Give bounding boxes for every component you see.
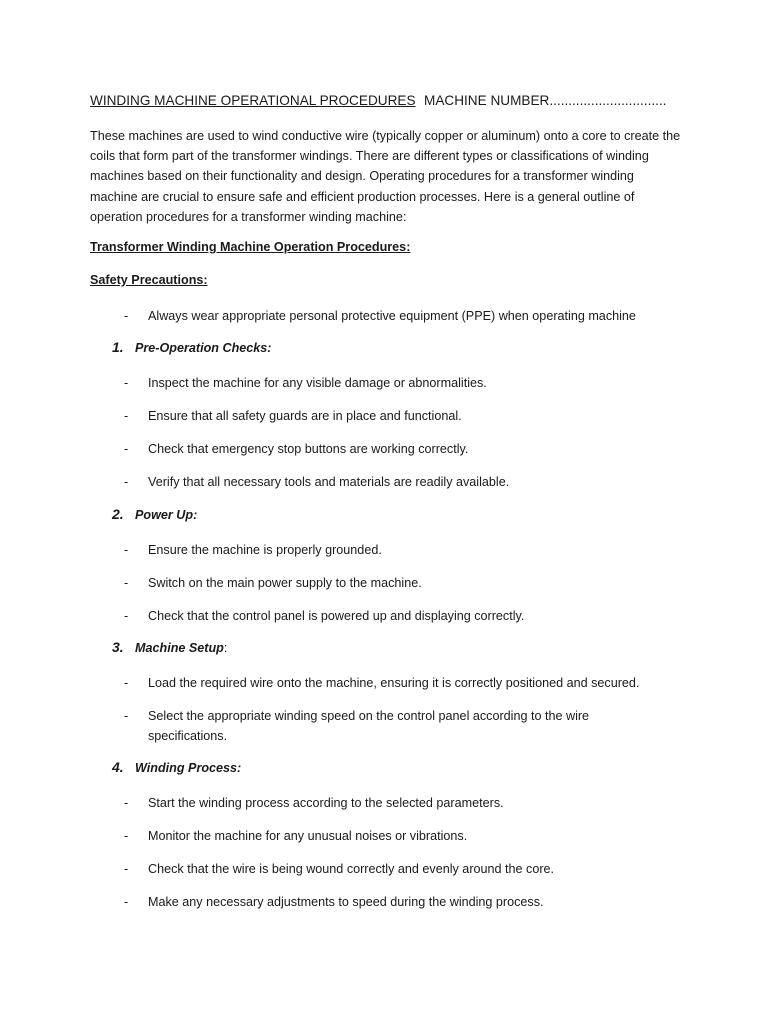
list-item-text: Check that the wire is being wound correctly and evenly around the core. [148, 862, 555, 876]
bullet-dash: - [124, 609, 129, 623]
bullet-dash: - [124, 475, 129, 489]
step-title: Power Up: [135, 508, 198, 522]
list-item-text: Check that the control panel is powered up and displaying correctly. [148, 609, 525, 623]
list-item-text: Make any necessary adjustments to speed during the winding process. [148, 895, 544, 909]
bullet-dash: - [124, 576, 129, 590]
section-heading: Transformer Winding Machine Operation Procedures: [90, 240, 411, 254]
step-title: Pre-Operation Checks: [135, 341, 272, 355]
step-title-suffix: : [223, 641, 228, 655]
bullet-dash: - [124, 676, 129, 690]
step-number: 2. [112, 506, 124, 522]
intro-paragraph: These machines are used to wind conductive wire (typically copper or aluminum) onto a core to create the coils that form part of the transformer windings. There are different types or classifications of winding machines based on their functionality and design. Operating procedures for a transformer winding machine are crucial to ensure safe and efficient production processes. Here is a general outline of operation procedures for a transformer winding machine: [90, 129, 681, 224]
step-number: 3. [112, 639, 124, 655]
step-heading-1 [112, 339, 271, 355]
bullet-dash: - [124, 543, 129, 557]
list-item-text: Inspect the machine for any visible damage or abnormalities. [148, 376, 487, 390]
list-item-text: Start the winding process according to the selected parameters. [148, 796, 504, 810]
list-item-text: Check that emergency stop buttons are working correctly. [148, 442, 469, 456]
step-number: 4. [112, 759, 124, 775]
step-title: Winding Process: [135, 761, 242, 775]
step-heading-4 [112, 759, 241, 775]
bullet-dash: - [124, 796, 129, 810]
machine-number-field: MACHINE NUMBER............................... [424, 93, 667, 108]
bullet-dash: - [124, 309, 129, 323]
bullet-dash: - [124, 862, 129, 876]
list-item-text: Select the appropriate winding speed on the control panel according to the wire specifications. [148, 709, 590, 743]
bullet-dash: - [124, 829, 129, 843]
bullet-dash: - [124, 442, 129, 456]
list-item-text: Load the required wire onto the machine, ensuring it is correctly positioned and secured. [148, 676, 640, 690]
bullet-dash: - [124, 409, 129, 423]
document-title: WINDING MACHINE OPERATIONAL PROCEDURES [90, 93, 416, 108]
bullet-dash: - [124, 895, 129, 909]
list-item-text: Monitor the machine for any unusual noises or vibrations. [148, 829, 468, 843]
step-number: 1. [112, 339, 124, 355]
list-item-text: Always wear appropriate personal protective equipment (PPE) when operating machine [148, 309, 636, 323]
step-heading-3 [112, 639, 227, 655]
step-title: Machine Setup [135, 641, 224, 655]
list-item-text: Ensure that all safety guards are in place and functional. [148, 409, 462, 423]
safety-heading: Safety Precautions: [90, 273, 208, 287]
step-heading-2 [112, 506, 197, 522]
bullet-dash: - [124, 376, 129, 390]
list-item-text: Verify that all necessary tools and materials are readily available. [148, 475, 510, 489]
title-line [90, 93, 690, 108]
list-item-text: Switch on the main power supply to the machine. [148, 576, 422, 590]
bullet-dash: - [124, 709, 129, 723]
list-item-text: Ensure the machine is properly grounded. [148, 543, 382, 557]
